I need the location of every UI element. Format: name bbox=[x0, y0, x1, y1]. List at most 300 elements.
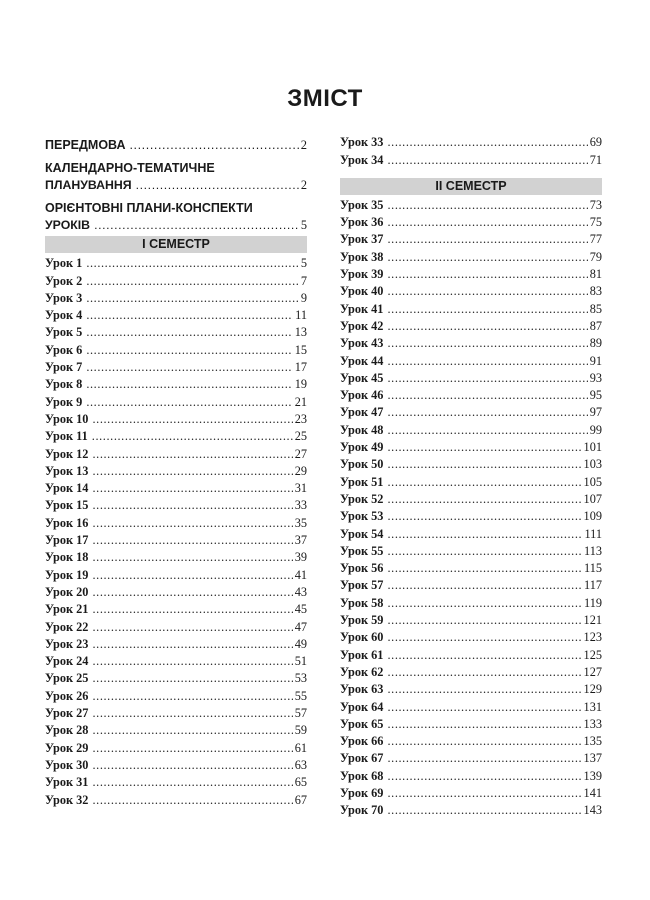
leader-dots bbox=[92, 757, 292, 774]
toc-entry[interactable] bbox=[340, 473, 602, 490]
toc-page-number: 2 bbox=[300, 178, 307, 192]
toc-entry[interactable] bbox=[45, 359, 307, 376]
toc-entry[interactable] bbox=[340, 248, 602, 265]
toc-entry[interactable] bbox=[340, 335, 602, 352]
leader-dots bbox=[387, 456, 581, 473]
toc-entry[interactable] bbox=[45, 670, 307, 687]
toc-page-number: 89 bbox=[589, 336, 602, 351]
toc-label: Урок 43 bbox=[340, 336, 384, 351]
toc-entry[interactable] bbox=[45, 376, 307, 393]
toc-entry[interactable] bbox=[340, 543, 602, 560]
leader-dots bbox=[387, 802, 581, 819]
toc-page-number: 29 bbox=[294, 463, 307, 478]
toc-entry[interactable] bbox=[340, 629, 602, 646]
leader-dots bbox=[92, 653, 292, 670]
leader-dots bbox=[387, 353, 587, 370]
leader-dots bbox=[387, 301, 587, 318]
toc-label: Урок 46 bbox=[340, 388, 384, 403]
toc-page-number: 63 bbox=[294, 757, 307, 772]
leader-dots bbox=[92, 411, 292, 428]
toc-entry[interactable] bbox=[340, 802, 602, 819]
toc-page-number: 41 bbox=[294, 567, 307, 582]
toc-page-number: 95 bbox=[589, 388, 602, 403]
leader-dots bbox=[387, 370, 587, 387]
toc-label: Урок 47 bbox=[340, 405, 384, 420]
toc-page-number: 141 bbox=[583, 785, 602, 800]
toc-label: Урок 57 bbox=[340, 578, 384, 593]
toc-entry[interactable] bbox=[340, 560, 602, 577]
toc-entry[interactable] bbox=[340, 421, 602, 438]
toc-page-number: 97 bbox=[589, 405, 602, 420]
toc-page-number: 59 bbox=[294, 723, 307, 738]
toc-entry[interactable] bbox=[340, 214, 602, 231]
toc-label: ПЕРЕДМОВА bbox=[45, 138, 126, 152]
leader-dots bbox=[94, 217, 299, 234]
toc-entry[interactable] bbox=[45, 411, 307, 428]
toc-page-number: 9 bbox=[300, 290, 307, 305]
toc-page-number: 17 bbox=[294, 360, 307, 375]
leader-dots bbox=[92, 688, 292, 705]
toc-entry[interactable] bbox=[340, 151, 602, 168]
toc-page-number: 79 bbox=[589, 249, 602, 264]
leader-dots bbox=[387, 664, 581, 681]
toc-page-number: 83 bbox=[589, 284, 602, 299]
leader-dots bbox=[86, 255, 299, 272]
toc-entry[interactable] bbox=[340, 594, 602, 611]
toc-label: Урок 11 bbox=[45, 429, 88, 444]
toc-page-number: 13 bbox=[294, 325, 307, 340]
toc-page-number: 113 bbox=[584, 543, 602, 558]
leader-dots bbox=[387, 716, 581, 733]
leader-dots bbox=[387, 134, 587, 151]
leader-dots bbox=[387, 577, 582, 594]
toc-page-number: 51 bbox=[294, 654, 307, 669]
toc-page-number: 35 bbox=[294, 515, 307, 530]
leader-dots bbox=[387, 422, 587, 439]
toc-page-number: 61 bbox=[294, 740, 307, 755]
toc-page-number: 77 bbox=[589, 232, 602, 247]
toc-entry[interactable] bbox=[45, 290, 307, 307]
leader-dots bbox=[92, 515, 292, 532]
leader-dots bbox=[129, 137, 298, 154]
leader-dots bbox=[92, 497, 292, 514]
leader-dots bbox=[387, 647, 581, 664]
toc-label: Урок 6 bbox=[45, 342, 83, 357]
leader-dots bbox=[92, 532, 292, 549]
toc-entry[interactable] bbox=[45, 687, 307, 704]
toc-page-number: 55 bbox=[294, 688, 307, 703]
toc-label: Урок 48 bbox=[340, 422, 384, 437]
toc-entry[interactable] bbox=[45, 532, 307, 549]
leader-dots bbox=[86, 376, 292, 393]
toc-label: Урок 2 bbox=[45, 273, 83, 288]
toc-entry[interactable] bbox=[340, 197, 602, 214]
toc-label: Урок 19 bbox=[45, 567, 89, 582]
toc-label: Урок 36 bbox=[340, 215, 384, 230]
toc-page-number: 71 bbox=[589, 152, 602, 167]
toc-label: Урок 69 bbox=[340, 785, 384, 800]
leader-dots bbox=[387, 318, 587, 335]
toc-entry[interactable] bbox=[340, 646, 602, 663]
toc-label: Урок 14 bbox=[45, 481, 89, 496]
toc-entry[interactable] bbox=[340, 404, 602, 421]
toc-page-number: 99 bbox=[589, 422, 602, 437]
leader-dots bbox=[92, 636, 292, 653]
toc-entry[interactable] bbox=[340, 134, 602, 151]
toc-entry[interactable] bbox=[45, 774, 307, 791]
toc-label: Урок 24 bbox=[45, 654, 89, 669]
toc-page-number: 101 bbox=[583, 440, 602, 455]
toc-label: УРОКІВ bbox=[45, 218, 91, 232]
toc-label: Урок 30 bbox=[45, 757, 89, 772]
toc-page-number: 103 bbox=[583, 457, 602, 472]
toc-entry[interactable] bbox=[340, 491, 602, 508]
toc-page-number: 135 bbox=[583, 734, 602, 749]
leader-dots bbox=[92, 740, 292, 757]
toc-page-number: 57 bbox=[294, 706, 307, 721]
toc-label: Урок 12 bbox=[45, 446, 89, 461]
toc-entry[interactable] bbox=[340, 300, 602, 317]
toc-label: Урок 29 bbox=[45, 740, 89, 755]
toc-label: Урок 25 bbox=[45, 671, 89, 686]
leader-dots bbox=[92, 792, 292, 809]
toc-label: Урок 8 bbox=[45, 377, 83, 392]
leader-dots bbox=[92, 774, 292, 791]
toc-entry[interactable] bbox=[340, 577, 602, 594]
toc-label: Урок 21 bbox=[45, 602, 89, 617]
toc-label: Урок 1 bbox=[45, 256, 83, 271]
leader-dots bbox=[387, 785, 581, 802]
toc-label: Урок 34 bbox=[340, 152, 384, 167]
leader-dots bbox=[86, 307, 293, 324]
leader-dots bbox=[92, 670, 292, 687]
toc-label: Урок 13 bbox=[45, 463, 89, 478]
toc-label: Урок 38 bbox=[340, 249, 384, 264]
toc-entry[interactable] bbox=[45, 272, 307, 289]
toc-label: Урок 10 bbox=[45, 411, 89, 426]
leader-dots bbox=[387, 612, 581, 629]
toc-entry[interactable] bbox=[340, 231, 602, 248]
toc-label: Урок 56 bbox=[340, 561, 384, 576]
toc-page-number: 5 bbox=[300, 256, 307, 271]
toc-page-number: 115 bbox=[584, 561, 602, 576]
semester-1-header: І СЕМЕСТР bbox=[45, 236, 307, 253]
toc-label: Урок 15 bbox=[45, 498, 89, 513]
toc-entry[interactable] bbox=[340, 525, 602, 542]
semester-1-lessons bbox=[45, 255, 307, 809]
leader-dots bbox=[387, 439, 581, 456]
toc-entry[interactable] bbox=[340, 681, 602, 698]
toc-label: Урок 60 bbox=[340, 630, 384, 645]
toc-page-number: 105 bbox=[583, 474, 602, 489]
toc-label: Урок 59 bbox=[340, 613, 384, 628]
toc-entry[interactable] bbox=[45, 618, 307, 635]
leader-dots bbox=[387, 750, 581, 767]
toc-foreword[interactable] bbox=[45, 134, 307, 154]
semester-2-lessons bbox=[340, 197, 602, 820]
toc-entry[interactable] bbox=[45, 341, 307, 358]
toc-label: Урок 62 bbox=[340, 664, 384, 679]
toc-entry[interactable] bbox=[340, 352, 602, 369]
leader-dots bbox=[92, 584, 292, 601]
toc-label: Урок 32 bbox=[45, 792, 89, 807]
toc-label: Урок 18 bbox=[45, 550, 89, 565]
toc-page-number: 137 bbox=[583, 751, 602, 766]
toc-entry[interactable] bbox=[340, 283, 602, 300]
toc-entry[interactable] bbox=[45, 324, 307, 341]
toc-label: Урок 55 bbox=[340, 543, 384, 558]
toc-page-number: 143 bbox=[583, 803, 602, 818]
toc-page-number: 129 bbox=[583, 682, 602, 697]
toc-label: Урок 31 bbox=[45, 775, 89, 790]
toc-label: Урок 22 bbox=[45, 619, 89, 634]
toc-label: Урок 44 bbox=[340, 353, 384, 368]
leader-dots bbox=[86, 290, 299, 307]
toc-entry[interactable] bbox=[45, 497, 307, 514]
toc-page-number: 131 bbox=[583, 699, 602, 714]
toc-entry[interactable] bbox=[340, 439, 602, 456]
toc-label: Урок 16 bbox=[45, 515, 89, 530]
toc-page-number: 5 bbox=[300, 218, 307, 232]
toc-page-number: 125 bbox=[583, 647, 602, 662]
toc-page-number: 73 bbox=[589, 197, 602, 212]
toc-page-number: 19 bbox=[294, 377, 307, 392]
toc-page-number: 111 bbox=[584, 526, 602, 541]
toc-page-number: 123 bbox=[583, 630, 602, 645]
leader-dots bbox=[387, 249, 587, 266]
toc-page-number: 85 bbox=[589, 301, 602, 316]
toc-label: Урок 4 bbox=[45, 308, 83, 323]
toc-label: Урок 27 bbox=[45, 706, 89, 721]
toc-page-number: 81 bbox=[589, 267, 602, 282]
leader-dots bbox=[387, 629, 581, 646]
toc-label: Урок 41 bbox=[340, 301, 384, 316]
toc-entry[interactable] bbox=[340, 612, 602, 629]
toc-calendar-planning[interactable] bbox=[45, 160, 307, 194]
toc-page-number: 43 bbox=[294, 584, 307, 599]
toc-page-number: 49 bbox=[294, 636, 307, 651]
toc-label: Урок 53 bbox=[340, 509, 384, 524]
leader-dots bbox=[387, 560, 582, 577]
toc-entry[interactable] bbox=[45, 705, 307, 722]
toc-label: ОРІЄНТОВНІ ПЛАНИ-КОНСПЕКТИ bbox=[45, 201, 253, 215]
toc-label: Урок 39 bbox=[340, 267, 384, 282]
toc-label: Урок 37 bbox=[340, 232, 384, 247]
toc-label: Урок 33 bbox=[340, 135, 384, 150]
toc-page-number: 53 bbox=[294, 671, 307, 686]
leader-dots bbox=[387, 387, 587, 404]
leader-dots bbox=[92, 619, 292, 636]
leader-dots bbox=[387, 491, 581, 508]
leader-dots bbox=[387, 508, 581, 525]
leader-dots bbox=[92, 428, 293, 445]
toc-label: Урок 42 bbox=[340, 318, 384, 333]
leader-dots bbox=[387, 595, 582, 612]
semester-2-header: ІІ СЕМЕСТР bbox=[340, 178, 602, 195]
toc-label: Урок 66 bbox=[340, 734, 384, 749]
leader-dots bbox=[387, 526, 582, 543]
toc-entry[interactable] bbox=[45, 428, 307, 445]
toc-page-number: 121 bbox=[583, 613, 602, 628]
toc-entry[interactable] bbox=[340, 698, 602, 715]
leader-dots bbox=[387, 266, 587, 283]
toc-label: Урок 40 bbox=[340, 284, 384, 299]
toc-page-number: 31 bbox=[294, 481, 307, 496]
toc-entry[interactable] bbox=[340, 750, 602, 767]
leader-dots bbox=[92, 601, 292, 618]
leader-dots bbox=[92, 549, 292, 566]
toc-entry[interactable] bbox=[45, 601, 307, 618]
toc-entry[interactable] bbox=[340, 733, 602, 750]
toc-entry[interactable] bbox=[340, 785, 602, 802]
toc-entry[interactable] bbox=[340, 508, 602, 525]
toc-label: Урок 50 bbox=[340, 457, 384, 472]
toc-page-number: 117 bbox=[584, 578, 602, 593]
leader-dots bbox=[387, 231, 587, 248]
toc-entry[interactable] bbox=[45, 307, 307, 324]
toc-entry[interactable] bbox=[45, 463, 307, 480]
toc-label: Урок 54 bbox=[340, 526, 384, 541]
toc-page-number: 21 bbox=[294, 394, 307, 409]
toc-label: Урок 65 bbox=[340, 716, 384, 731]
toc-entry[interactable] bbox=[45, 514, 307, 531]
toc-entry[interactable] bbox=[45, 636, 307, 653]
leader-dots bbox=[387, 214, 587, 231]
toc-label: Урок 9 bbox=[45, 394, 83, 409]
leader-dots bbox=[92, 463, 292, 480]
leader-dots bbox=[92, 722, 292, 739]
toc-page-number: 133 bbox=[583, 716, 602, 731]
toc-page-number: 27 bbox=[294, 446, 307, 461]
toc-entry[interactable] bbox=[340, 318, 602, 335]
toc-page-number: 33 bbox=[294, 498, 307, 513]
leader-dots bbox=[387, 283, 587, 300]
toc-entry[interactable] bbox=[45, 653, 307, 670]
toc-label: Урок 20 bbox=[45, 584, 89, 599]
toc-entry[interactable] bbox=[45, 757, 307, 774]
toc-page-number: 65 bbox=[294, 775, 307, 790]
toc-entry[interactable] bbox=[340, 370, 602, 387]
toc-entry[interactable] bbox=[340, 266, 602, 283]
toc-lesson-plans[interactable] bbox=[45, 200, 307, 234]
toc-label: Урок 7 bbox=[45, 360, 83, 375]
toc-page-number: 109 bbox=[583, 509, 602, 524]
toc-page-number: 2 bbox=[300, 138, 307, 152]
toc-label: КАЛЕНДАРНО-ТЕМАТИЧНЕ bbox=[45, 161, 215, 175]
toc-label: Урок 17 bbox=[45, 533, 89, 548]
toc-label: Урок 3 bbox=[45, 290, 83, 305]
toc-label: Урок 58 bbox=[340, 595, 384, 610]
toc-page-number: 69 bbox=[589, 135, 602, 150]
leader-dots bbox=[86, 394, 292, 411]
leader-dots bbox=[92, 705, 292, 722]
toc-label: Урок 28 bbox=[45, 723, 89, 738]
toc-label: Урок 68 bbox=[340, 768, 384, 783]
toc-page-number: 87 bbox=[589, 318, 602, 333]
leader-dots bbox=[387, 681, 581, 698]
toc-entry[interactable] bbox=[340, 716, 602, 733]
leader-dots bbox=[387, 543, 582, 560]
toc-right-column bbox=[340, 134, 602, 819]
toc-entry[interactable] bbox=[45, 255, 307, 272]
toc-entry[interactable] bbox=[45, 791, 307, 808]
toc-entry[interactable] bbox=[45, 722, 307, 739]
toc-label: Урок 70 bbox=[340, 803, 384, 818]
leader-dots bbox=[387, 474, 581, 491]
toc-label: Урок 45 bbox=[340, 370, 384, 385]
toc-entry[interactable] bbox=[45, 393, 307, 410]
toc-label: Урок 23 bbox=[45, 636, 89, 651]
toc-label: Урок 64 bbox=[340, 699, 384, 714]
toc-entry[interactable] bbox=[340, 664, 602, 681]
semester-1-lessons-continued bbox=[340, 134, 602, 169]
toc-label: ПЛАНУВАННЯ bbox=[45, 178, 132, 192]
toc-label: Урок 35 bbox=[340, 197, 384, 212]
leader-dots bbox=[92, 567, 292, 584]
leader-dots bbox=[387, 768, 581, 785]
toc-page-number: 107 bbox=[583, 491, 602, 506]
toc-entry[interactable] bbox=[340, 767, 602, 784]
toc-page-number: 127 bbox=[583, 664, 602, 679]
leader-dots bbox=[86, 273, 299, 290]
toc-page-number: 139 bbox=[583, 768, 602, 783]
toc-label: Урок 26 bbox=[45, 688, 89, 703]
toc-page-number: 39 bbox=[294, 550, 307, 565]
toc-page-number: 75 bbox=[589, 215, 602, 230]
toc-entry[interactable] bbox=[45, 739, 307, 756]
toc-page-number: 93 bbox=[589, 370, 602, 385]
toc-entry[interactable] bbox=[340, 387, 602, 404]
toc-entry[interactable] bbox=[45, 549, 307, 566]
toc-label: Урок 61 bbox=[340, 647, 384, 662]
toc-entry[interactable] bbox=[45, 445, 307, 462]
leader-dots bbox=[387, 335, 587, 352]
toc-page-number: 119 bbox=[584, 595, 602, 610]
toc-label: Урок 51 bbox=[340, 474, 384, 489]
toc-page-number: 15 bbox=[294, 342, 307, 357]
toc-label: Урок 52 bbox=[340, 491, 384, 506]
leader-dots bbox=[86, 324, 292, 341]
toc-left-column bbox=[45, 134, 307, 809]
page-title: ЗМІСТ bbox=[287, 85, 363, 112]
toc-page-number: 45 bbox=[294, 602, 307, 617]
toc-entry[interactable] bbox=[45, 480, 307, 497]
leader-dots bbox=[387, 152, 587, 169]
toc-page-number: 23 bbox=[294, 411, 307, 426]
toc-label: Урок 5 bbox=[45, 325, 83, 340]
leader-dots bbox=[387, 699, 581, 716]
leader-dots bbox=[136, 177, 299, 194]
leader-dots bbox=[387, 733, 581, 750]
toc-entry[interactable] bbox=[45, 566, 307, 583]
toc-label: Урок 49 bbox=[340, 440, 384, 455]
toc-entry[interactable] bbox=[45, 584, 307, 601]
leader-dots bbox=[92, 446, 292, 463]
toc-page-number: 11 bbox=[295, 308, 307, 323]
leader-dots bbox=[92, 480, 292, 497]
toc-label: Урок 67 bbox=[340, 751, 384, 766]
leader-dots bbox=[387, 197, 587, 214]
toc-page-number: 37 bbox=[294, 533, 307, 548]
leader-dots bbox=[86, 342, 292, 359]
toc-page-number: 7 bbox=[300, 273, 307, 288]
toc-entry[interactable] bbox=[340, 456, 602, 473]
toc-page-number: 67 bbox=[294, 792, 307, 807]
toc-label: Урок 63 bbox=[340, 682, 384, 697]
toc-page-number: 91 bbox=[589, 353, 602, 368]
leader-dots bbox=[86, 359, 292, 376]
toc-page-number: 47 bbox=[294, 619, 307, 634]
